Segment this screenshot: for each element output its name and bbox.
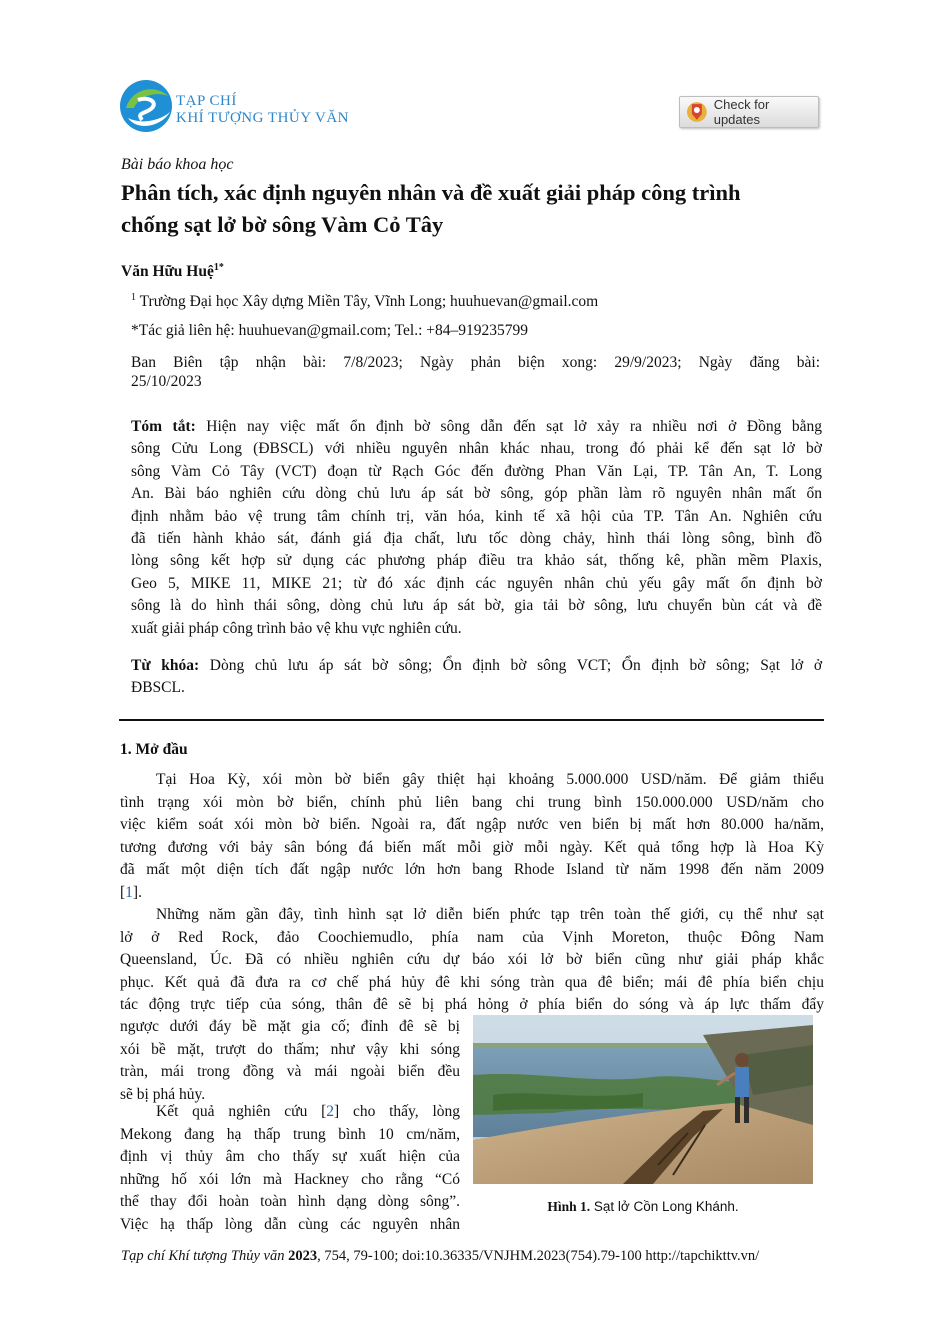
title-line-2: chống sạt lở bờ sông Vàm Cỏ Tây [121,212,444,237]
paragraph-3 [120,1101,460,1237]
keywords-line: ĐBSCL. [131,679,185,697]
section-divider [119,719,824,721]
affiliation-superscript: 1 [131,292,136,303]
keywords-line [131,655,822,677]
abstract-line [131,416,822,438]
author-superscript: 1* [213,262,224,273]
keywords [131,655,822,700]
citation-link[interactable]: 1 [125,883,133,901]
section-heading: 1. Mở đầu [120,741,188,758]
abstract-line: lòng sông kết hợp sử dụng các phương pháp điều tra khảo sát, thống kê, phần mềm Plaxis, [131,552,822,570]
affiliation-text: Trường Đại học Xây dựng Miền Tây, Vĩnh Long; huuhuevan@gmail.com [139,293,599,311]
page-footer [121,1248,759,1265]
corresponding-author: *Tác giả liên hệ: huuhuevan@gmail.com; Tel.: +84–919235799 [131,322,529,339]
author [121,262,224,281]
paragraph-line: sẽ bị phá hủy. [120,1085,206,1103]
paragraph-line: việc kiểm soát xói mòn bờ biển. Ngoài ra, đất ngập nước ven biển bị mất hơn 80.000 ha/năm, [120,816,824,834]
paragraph-1 [120,769,824,905]
abstract-line: An. Bài báo nghiên cứu dòng chủ lưu áp sát bờ sông, góp phần làm rõ nguyên nhân mất ổn [131,485,822,503]
paragraph-line: Mekong đang hạ thấp trung bình 10 cm/năm, [120,1125,460,1143]
abstract-line: sông Cửu Long (ĐBSCL) với nhiều nguyên nhân khác nhau, trong đó phải kể đến sạt lở bờ [131,440,822,458]
abstract-line: xuất giải pháp công trình bảo vệ khu vực nghiên cứu. [131,619,462,637]
abstract-line: Geo 5, MIKE 11, MIKE 21; từ đó xác định các nguyên nhân chủ yếu gây mất ổn định bờ [131,574,822,592]
paragraph-2-continued [120,1016,460,1106]
footer-journal: Tạp chí Khí tượng Thủy văn [121,1248,285,1264]
paragraph-text: ] cho thấy, lòng [334,1103,461,1120]
riverbank-erosion-photo [473,1015,813,1184]
keywords-label: Từ khóa: [131,657,200,674]
keywords-text: Dòng chủ lưu áp sát bờ sông; Ổn định bờ sông VCT; Ổn định bờ sông; Sạt lở ở [209,657,823,674]
abstract-line: định nhằm bảo vệ trung tâm chính trị, văn hóa, kinh tế xã hội của TP. Tân An. Nghiên cứu [131,507,822,525]
figure-caption-text: Sạt lở Cồn Long Khánh. [593,1199,739,1214]
abstract-line: đã tiến hành khảo sát, đánh giá địa chất, lưu tốc dòng chảy, hình thái lòng sông, bình đồ [131,529,822,547]
abstract [131,416,822,640]
paragraph-line: ngược dưới đáy bề mặt gia cố; đỉnh đê sẽ bị [120,1018,460,1035]
paragraph-line: [1]. [120,883,142,901]
paragraph-line: tác động trực tiếp của sóng, thân đê sẽ bị phá hỏng ở phía biển do sóng và áp lực thấm đẩy [120,996,824,1014]
paragraph-line: định vị thủy âm cho thấy sự xuất hiện của [120,1148,460,1166]
paragraph-line: đã mất một diện tích đất ngập nước lớn hơn bang Rhode Island từ năm 1998 đến năm 2009 [120,861,824,879]
paragraph-line: thể thay đổi hoàn toàn hình dạng dòng sông”. [120,1193,460,1211]
paragraph-2 [120,904,824,1017]
journal-logo-line1: TẠP CHÍ [176,93,237,109]
article-dates [131,353,820,391]
figure-caption [473,1199,813,1215]
journal-logo-icon [118,78,178,134]
abstract-line: sông Vàm Cỏ Tây (VCT) đoạn từ Rạch Góc đến đường Phan Văn Lại, TP. Tân An, T. Long [131,462,822,480]
author-name: Văn Hữu Huệ [121,263,214,281]
paragraph-line: phục. Kết quả đã đưa ra cơ chế phá hủy đê khi sóng tràn qua đê biển; mái đê phía biển chịu [120,973,824,991]
paragraph-text: Kết quả nghiên cứu [ [156,1103,327,1120]
dates-line: 25/10/2023 [131,373,202,390]
paragraph-line: lở ở Red Rock, đảo Coochiemudlo, phía nam của Vịnh Moreton, thuộc Đông Nam [120,928,824,946]
abstract-label: Tóm tắt: [131,418,196,435]
dates-line: Ban Biên tập nhận bài: 7/8/2023; Ngày phản biện xong: 29/9/2023; Ngày đăng bài: [131,354,820,371]
abstract-line: sông là do hình thái sông, dòng chủ lưu áp sát bờ, gia tải bờ sông, lưu chuyển bùn cát và đề [131,597,822,615]
paragraph-line: Queensland, Úc. Đã có nhiều nghiên cứu dự báo xói lở bờ biển cũng như giải pháp khắc [120,951,824,969]
footer-citation: , 754, 79-100; doi:10.36335/VNJHM.2023(754).79-100 http://tapchikttv.vn/ [317,1248,760,1264]
article-type: Bài báo khoa học [121,156,234,173]
figure-label: Hình 1. [547,1199,591,1214]
paragraph-line [120,1101,460,1124]
affiliation [131,292,598,311]
check-updates-icon [685,100,709,124]
paragraph-line: những hố xói lớn mà Hackney cho rằng “Có [120,1170,460,1188]
paragraph-line: tương đương với bảy sân bóng đá biến mất mỗi giờ mỗi ngày. Kết quả tổng hợp là Hoa Kỳ [120,838,824,856]
journal-logo-line2: KHÍ TƯỢNG THỦY VĂN [176,110,349,126]
paragraph-line: xói bề mặt, trượt do thấm; như vậy khi sóng [120,1040,460,1058]
paragraph-line: tình trạng xói mòn bờ biển, chính phủ liên bang chi trung bình 150.000.000 USD/năm cho [120,793,824,811]
check-for-updates-label: Check for updates [713,97,770,127]
paragraph-line: Tại Hoa Kỳ, xói mòn bờ biển gây thiệt hại khoảng 5.000.000 USD/năm. Để giảm thiểu [156,771,824,788]
citation-link[interactable]: 2 [326,1103,335,1120]
title-line-1: Phân tích, xác định nguyên nhân và đề xuất giải pháp công trình [121,180,741,205]
check-for-updates-button[interactable] [679,96,819,128]
abstract-text: Hiện nay việc mất ổn định bờ sông dẫn đến sạt lở xảy ra nhiều nơi ở Đồng bằng [206,418,822,435]
footer-year: 2023 [288,1248,318,1264]
paragraph-line: Việc hạ thấp lòng dẫn cùng các nguyên nhân [120,1215,460,1233]
paragraph-line: Những năm gần đây, tình hình sạt lở diễn biến phức tạp trên toàn thế giới, cụ thể như sạt [156,906,824,923]
paragraph-line: tràn, mái trong đồng và mái ngoài biển đều [120,1063,460,1081]
